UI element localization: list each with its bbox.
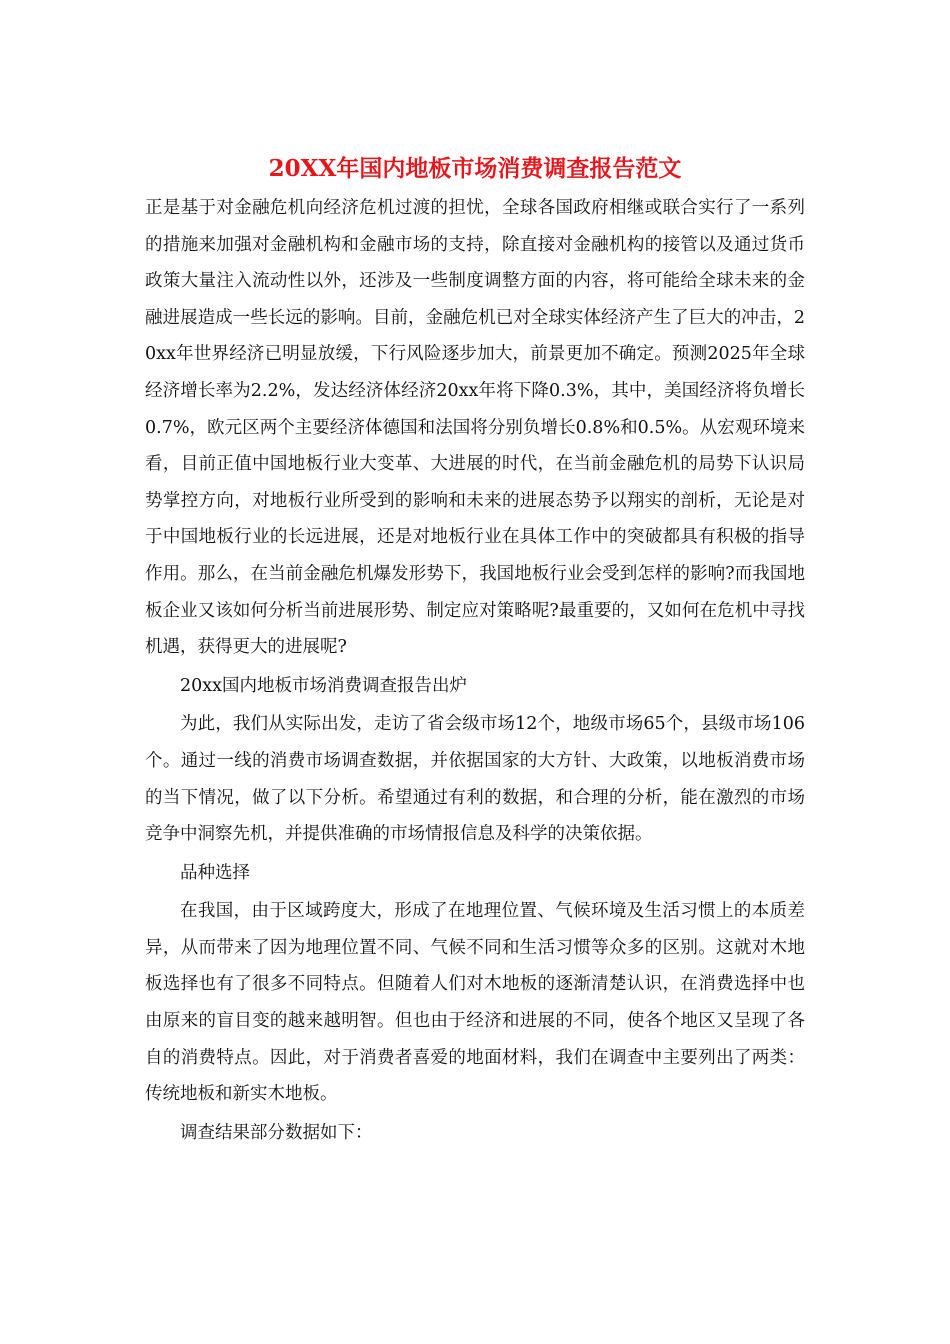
results-intro-paragraph: 调查结果部分数据如下：	[180, 1122, 373, 1143]
section-heading-variety: 品种选择	[180, 862, 250, 883]
survey-paragraph: 为此，我们从实际出发，走访了省会级市场12个，地级市场65个，县级市场106个。通过一线的消费市场调查数据，并依据国家的大方针、大政策，以地板消费市场的当下情况，做了以下分析。希望通过有利的数据，和合理的分析，能在激烈的市场竞争中洞察先机，并提供准确的市场情报信息及科学的决策依据。	[145, 714, 805, 845]
variety-paragraph: 在我国，由于区域跨度大，形成了在地理位置、气候环境及生活习惯上的本质差异，从而带来了因为地理位置不同、气候不同和生活习惯等众多的区别。这就对木地板选择也有了很多不同特点。但随着人们对木地板的逐渐清楚认识，在消费选择中也由原来的盲目变的越来越明智。但也由于经济和进展的不同，使各个地区又呈现了各自的消费特点。因此，对于消费者喜爱的地面材料，我们在调查中主要列出了两类：传统地板和新实木地板。	[145, 901, 805, 1105]
intro-paragraph: 正是基于对金融危机向经济危机过渡的担忧，全球各国政府相继或联合实行了一系列的措施来加强对金融机构和金融市场的支持，除直接对金融机构的接管以及通过货币政策大量注入流动性以外，还涉及一些制度调整方面的内容，将可能给全球未来的金融进展造成一些长远的影响。目前，金融危机已对全球实体经济产生了巨大的冲击，20xx年世界经济已明显放缓，下行风险逐步加大，前景更加不确定。预测2025年全球经济增长率为2.2%，发达经济体经济20xx年将下降0.3%，其中，美国经济将负增长0.7%，欧元区两个主要经济体德国和法国将分别负增长0.8%和0.5%。从宏观环境来看，目前正值中国地板行业大变革、大进展的时代，在当前金融危机的局势下认识局势掌控方向，对地板行业所受到的影响和未来的进展态势予以翔实的剖析，无论是对于中国地板行业的长远进展，还是对地板行业在具体工作中的突破都具有积极的指导作用。那么，在当前金融危机爆发形势下，我国地板行业会受到怎样的影响?而我国地板企业又该如何分析当前进展形势、制定应对策略呢?最重要的，又如何在危机中寻找机遇，获得更大的进展呢?	[145, 198, 805, 658]
section-heading-report: 20xx国内地板市场消费调查报告出炉	[180, 675, 468, 696]
document-body	[145, 190, 805, 1151]
document-title: 20XX年国内地板市场消费调查报告范文	[268, 155, 682, 182]
